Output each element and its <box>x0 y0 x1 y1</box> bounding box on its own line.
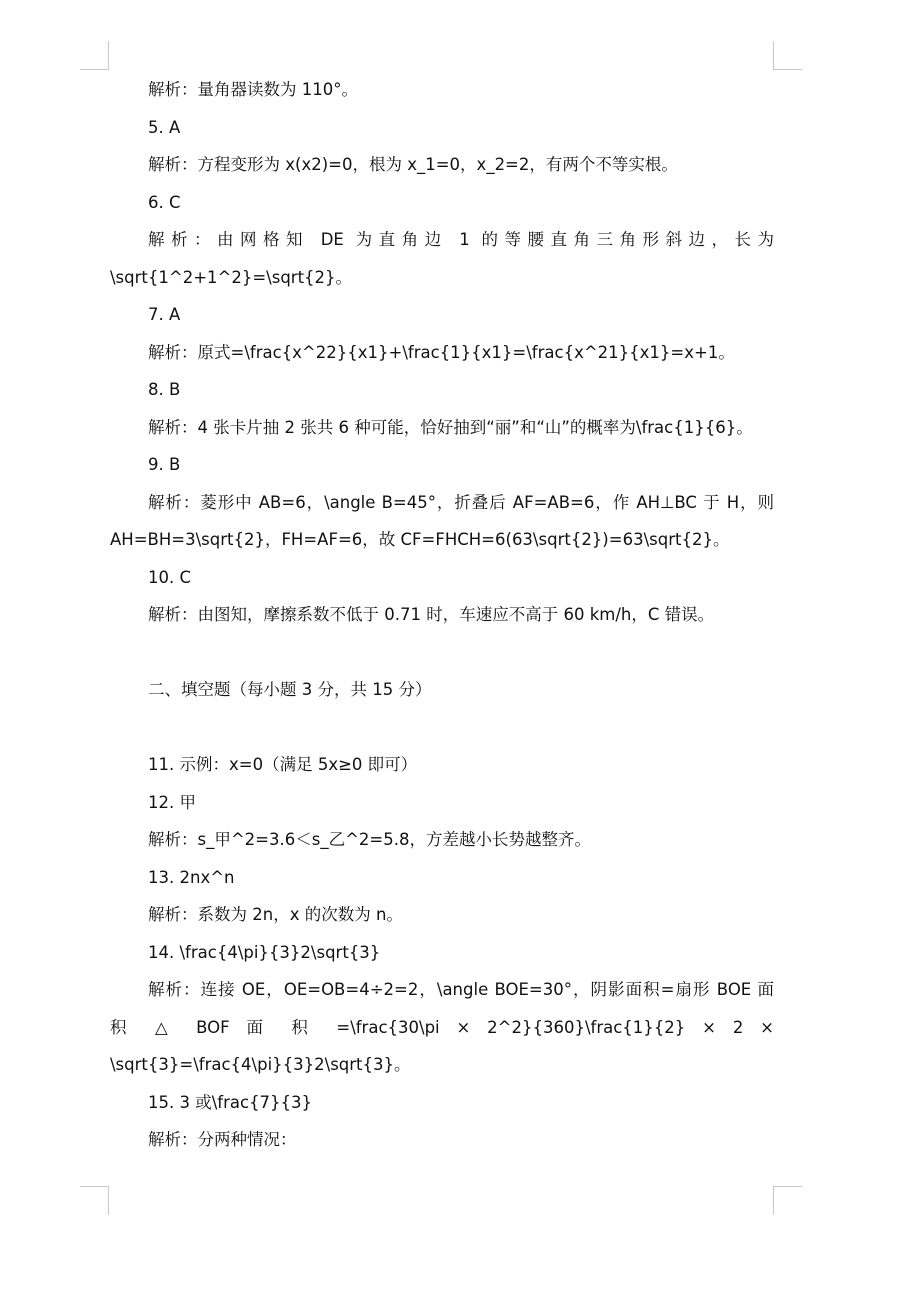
section-heading: 二、填空题（每小题 3 分，共 15 分） <box>148 680 432 699</box>
analysis-line: 解析：连接 OE，OE=OB=4÷2=2，\angle BOE=30°，阴影面积=扇形 BOE 面 <box>148 980 774 999</box>
answer-10: 10. C <box>148 567 192 587</box>
analysis-line: 解析：由网格知 DE 为直角边 1 的等腰直角三角形斜边，长为 <box>148 230 774 249</box>
analysis-line: 解析：系数为 2n，x 的次数为 n。 <box>148 905 403 924</box>
page-corner-mark-bottom-left <box>80 1186 109 1215</box>
page-corner-mark-top-right <box>773 41 802 70</box>
analysis-line: 解析：量角器读数为 110°。 <box>148 80 358 99</box>
analysis-line: 解析：原式=\frac{x^22}{x1}+\frac{1}{x1}=\frac{x^21}{x1}=x+1。 <box>148 342 735 362</box>
analysis-continuation: \sqrt{1^2+1^2}=\sqrt{2}。 <box>110 267 353 287</box>
analysis-line: 解析：s_甲^2=3.6＜s_乙^2=5.8，方差越小长势越整齐。 <box>148 830 591 849</box>
answer-7: 7. A <box>148 305 181 324</box>
analysis-continuation: \sqrt{3}=\frac{4\pi}{3}2\sqrt{3}。 <box>110 1055 411 1074</box>
document-body <box>110 71 774 1159</box>
analysis-line: 解析：菱形中 AB=6，\angle B=45°，折叠后 AF=AB=6，作 AH⊥BC 于 H，则 <box>148 492 774 512</box>
page-corner-mark-bottom-right <box>773 1186 802 1215</box>
analysis-continuation: 积 △ BOF 面 积 =\frac{30\pi × 2^2}{360}\frac{1}{2} × 2 × <box>110 1017 774 1037</box>
answer-14: 14. \frac{4\pi}{3}2\sqrt{3} <box>148 942 381 962</box>
analysis-line: 解析：由图知，摩擦系数不低于 0.71 时，车速应不高于 60 km/h，C 错误。 <box>148 605 715 624</box>
answer-8: 8. B <box>148 380 181 399</box>
answer-11: 11. 示例：x=0（满足 5x≥0 即可） <box>148 755 418 774</box>
blank-line <box>110 709 774 747</box>
answer-15: 15. 3 或\frac{7}{3} <box>148 1092 313 1112</box>
answer-12: 12. 甲 <box>148 792 196 812</box>
answer-6: 6. C <box>148 192 181 212</box>
analysis-line: 解析：分两种情况： <box>148 1130 297 1149</box>
answer-13: 13. 2nx^n <box>148 867 235 887</box>
blank-line <box>110 634 774 672</box>
answer-5: 5. A <box>148 117 181 137</box>
analysis-line: 解析：4 张卡片抽 2 张共 6 种可能，恰好抽到“丽”和“山”的概率为\frac{1}{6}。 <box>148 417 753 437</box>
page-corner-mark-top-left <box>80 41 109 70</box>
answer-9: 9. B <box>148 455 181 474</box>
analysis-continuation: AH=BH=3\sqrt{2}，FH=AF=6，故 CF=FHCH=6(63\sqrt{2})=63\sqrt{2}。 <box>110 530 730 549</box>
analysis-line: 解析：方程变形为 x(x2)=0，根为 x_1=0，x_2=2，有两个不等实根。 <box>148 155 678 174</box>
